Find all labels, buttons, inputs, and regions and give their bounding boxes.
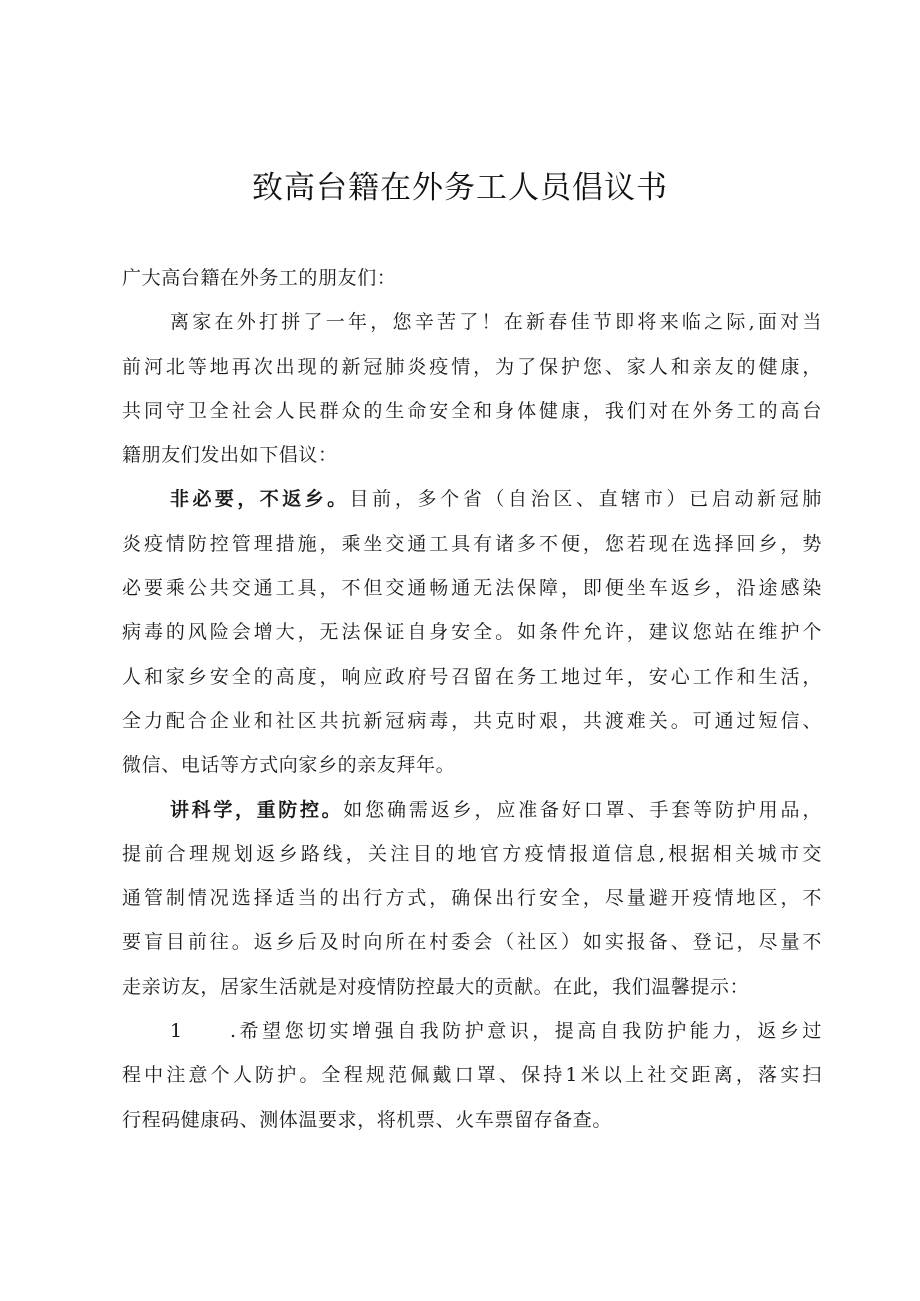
section-2-text: 如您确需返乡，应准备好口罩、手套等防护用品， <box>343 798 822 821</box>
intro-line: 前河北等地再次出现的新冠肺炎疫情，为了保护您、家人和亲友的健康， <box>122 355 822 378</box>
section-1-heading: 非必要，不返乡。 <box>170 488 350 511</box>
section-2-first-line <box>122 788 822 832</box>
document-title: 致高台籍在外务工人员倡议书 <box>252 170 668 206</box>
section-1-text: 目前，多个省（自治区、直辖市）已启动新冠肺 <box>349 488 822 511</box>
section-1-line: 病毒的风险会增大，无法保证自身安全。如条件允许，建议您站在维护个 <box>122 621 822 644</box>
intro-line: 籍朋友们发出如下倡议： <box>122 444 338 467</box>
item-1-line: 行程码健康码、测体温要求，将机票、火车票留存备查。 <box>122 1108 613 1131</box>
intro-line: 离家在外打拼了一年，您辛苦了！在新春佳节即将来临之际,面对当 <box>170 311 822 334</box>
section-1-line: 人和家乡安全的高度，响应政府号召留在务工地过年，安心工作和生活， <box>122 665 822 688</box>
section-1-line: 微信、电话等方式向家乡的亲友拜年。 <box>122 754 456 777</box>
section-1-paragraph <box>122 477 822 787</box>
section-2-line: 通管制情况选择适当的出行方式，确保出行安全，尽量避开疫情地区，不 <box>122 887 822 910</box>
section-2-line: 走亲访友，居家生活就是对疫情防控最大的贡献。在此，我们温馨提示： <box>122 975 750 998</box>
intro-paragraph <box>122 300 822 477</box>
section-1-line: 必要乘公共交通工具，不但交通畅通无法保障，即便坐车返乡，沿途感染 <box>122 577 822 600</box>
item-1-line: 程中注意个人防护。全程规范佩戴口罩、保持1米以上社交距离，落实扫 <box>122 1064 822 1087</box>
section-1-line: 炎疫情防控管理措施，乘坐交通工具有诸多不便，您若现在选择回乡，势 <box>122 532 822 555</box>
section-2-line: 提前合理规划返乡路线，关注目的地官方疫情报道信息,根据相关城市交 <box>122 842 822 865</box>
document-body <box>122 256 822 1142</box>
salutation: 广大高台籍在外务工的朋友们： <box>122 267 397 289</box>
item-1-text: .希望您切实增强自我防护意识，提高自我防护能力，返乡过 <box>230 1020 822 1043</box>
section-2-heading: 讲科学，重防控。 <box>170 798 344 821</box>
section-2-line: 要盲目前往。返乡后及时向所在村委会（社区）如实报备、登记，尽量不 <box>122 931 822 954</box>
intro-line: 共同守卫全社会人民群众的生命安全和身体健康，我们对在外务工的高台 <box>122 399 822 422</box>
item-1-number: 1 <box>170 1020 183 1043</box>
section-2-paragraph <box>122 788 822 1009</box>
item-1-paragraph <box>122 1009 822 1142</box>
item-1-first-line <box>122 1009 822 1053</box>
section-1-first-line <box>122 477 822 521</box>
section-1-line: 全力配合企业和社区共抗新冠病毒，共克时艰，共渡难关。可通过短信、 <box>122 709 822 732</box>
